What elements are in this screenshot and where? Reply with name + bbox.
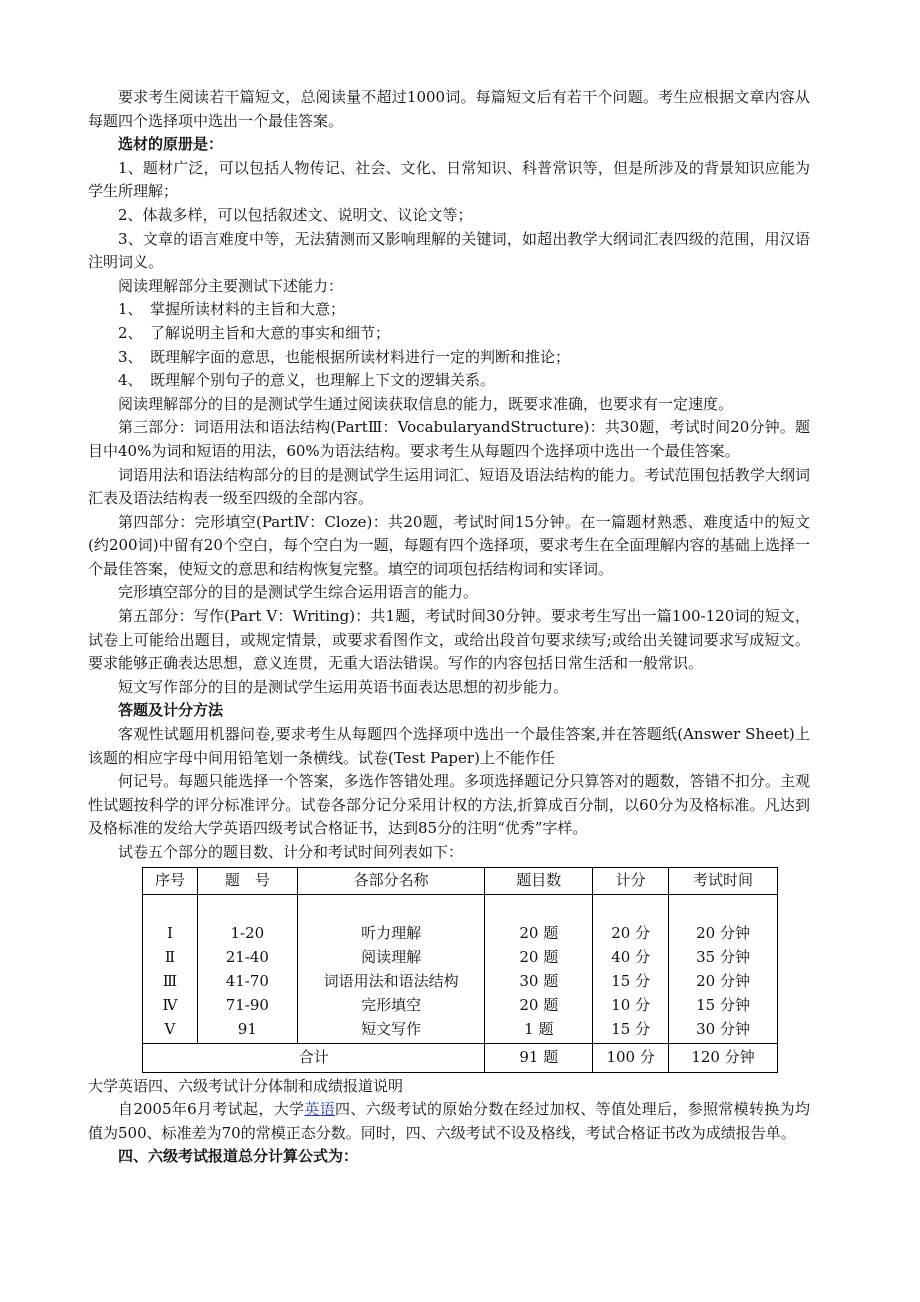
paragraph: 阅读理解部分的目的是测试学生通过阅读获取信息的能力，既要求准确，也要求有一定速度。 <box>118 394 734 413</box>
header-cell: 计分 <box>593 867 669 894</box>
paragraph: 客观性试题用机器问卷,要求考生从每题四个选择项中选出一个最佳答案,并在答题纸(Answer Sheet)上该题的相应字母中间用铅笔划一条横线。试卷(Test Paper)上不能作任 <box>88 725 810 767</box>
total-score: 100 分 <box>593 1043 669 1072</box>
section-heading: 选材的原册是： <box>118 135 224 154</box>
table-cell: 20 分钟 <box>696 923 750 942</box>
table-column-count <box>485 894 593 1043</box>
total-time: 120 分钟 <box>669 1043 778 1072</box>
header-cell: 题目数 <box>485 867 593 894</box>
table-cell: 短文写作 <box>361 1019 422 1038</box>
header-cell: 考试时间 <box>669 867 778 894</box>
table-cell: 1-20 <box>230 923 265 942</box>
table-cell: 阅读理解 <box>361 947 422 966</box>
table-cell: 71-90 <box>225 995 269 1014</box>
header-cell: 题 号 <box>197 867 297 894</box>
table-cell: 20 题 <box>519 995 559 1014</box>
table-cell: 20 题 <box>519 947 559 966</box>
header-cell: 序号 <box>143 867 198 894</box>
paragraph <box>88 1098 810 1145</box>
text-run: 四、六级考试的原始分数在经过加权、等值处理后，参照常模转换为均值为500、标准差为70的常模正态分数。同时，四、六级考试不设及格线，考试合格证书改为成绩报告单。 <box>88 1100 810 1142</box>
english-link[interactable]: 英语 <box>304 1100 336 1119</box>
score-table <box>142 867 778 1073</box>
paragraph: 第五部分：写作(Part Ⅴ：Writing)：共1题，考试时间30分钟。要求考生写出一篇100-120词的短文，试卷上可能给出题目，或规定情景，或要求看图作文，或给出段首句要求续写;或给出关键词要求写成短文。要求能够正确表达思想，意义连贯，无重大语法错误。写作的内容包括日常生活和一般常识。 <box>88 607 810 673</box>
total-count: 91 题 <box>485 1043 593 1072</box>
table-cell: 15 分 <box>611 1019 651 1038</box>
table-cell: 1 题 <box>524 1019 554 1038</box>
table-column-time <box>669 894 778 1043</box>
table-row <box>143 894 778 1043</box>
list-item: 1、 掌握所读材料的主旨和大意； <box>118 300 346 319</box>
paragraph: 第四部分：完形填空(PartⅣ：Cloze)：共20题，考试时间15分钟。在一篇题材熟悉、难度适中的短文(约200词)中留有20个空白，每个空白为一题，每题有四个选择项，要求考生在全面理解内容的基础上选择一个最佳答案，使短文的意思和结构恢复完整。填空的词项包括结构词和实译词。 <box>88 512 810 578</box>
table-cell: 20 分钟 <box>696 971 750 990</box>
paragraph: 1、题材广泛，可以包括人物传记、社会、文化、日常知识、科普常识等，但是所涉及的背景知识应能为学生所理解； <box>88 158 810 201</box>
paragraph: 2、体裁多样，可以包括叙述文、说明文、议论文等； <box>118 205 473 224</box>
table-cell: 15 分钟 <box>696 995 750 1014</box>
paragraph: 要求考生阅读若干篇短文，总阅读量不超过1000词。每篇短文后有若干个问题。考生应根据文章内容从每题四个选择项中选出一个最佳答案。 <box>88 88 810 130</box>
table-column-range <box>197 894 297 1043</box>
table-cell: 20 题 <box>519 923 559 942</box>
table-cell: Ⅴ <box>164 1019 176 1038</box>
table-cell: 30 题 <box>519 971 559 990</box>
table-column-score <box>593 894 669 1043</box>
total-label: 合计 <box>143 1043 485 1072</box>
table-cell: 20 分 <box>611 923 651 942</box>
list-item: 3、 既理解字面的意思，也能根据所读材料进行一定的判断和推论； <box>118 347 571 366</box>
paragraph: 试卷五个部分的题目数、计分和考试时间列表如下： <box>118 843 464 861</box>
list-item: 2、 了解说明主旨和大意的事实和细节； <box>118 323 391 342</box>
header-cell: 各部分名称 <box>297 867 485 894</box>
table-cell: 10 分 <box>611 995 651 1014</box>
section-title: 大学英语四、六级考试计分体制和成绩报道说明 <box>88 1076 404 1095</box>
paragraph: 完形填空部分的目的是测试学生综合运用语言的能力。 <box>118 583 479 602</box>
table-total-row <box>143 1043 778 1072</box>
list-item: 4、 既理解个别句子的意义，也理解上下文的逻辑关系。 <box>118 371 496 390</box>
table-cell: 35 分钟 <box>696 947 750 966</box>
table-header-row <box>143 867 778 894</box>
table-cell: 听力理解 <box>361 923 422 942</box>
table-cell: 30 分钟 <box>696 1019 750 1038</box>
document-body <box>88 86 810 1169</box>
paragraph: 词语用法和语法结构部分的目的是测试学生运用词汇、短语及语法结构的能力。考试范围包括教学大纲词汇表及语法结构表一级至四级的全部内容。 <box>88 465 810 508</box>
table-cell: Ⅲ <box>162 971 178 990</box>
formula-heading: 四、六级考试报道总分计算公式为： <box>118 1147 359 1166</box>
table-cell: 词语用法和语法结构 <box>323 971 459 990</box>
paragraph: 阅读理解部分主要测试下述能力： <box>118 276 344 295</box>
table-cell: 91 <box>237 1019 257 1038</box>
table-cell: Ⅱ <box>164 947 176 966</box>
table-cell: 21-40 <box>225 947 269 966</box>
paragraph: 3、文章的语言难度中等，无法猜测而又影响理解的关键词，如超出教学大纲词汇表四级的范围，用汉语注明词义。 <box>88 229 810 272</box>
table-cell: 完形填空 <box>361 995 422 1014</box>
table-column-name <box>297 894 485 1043</box>
table-cell: Ⅳ <box>162 995 178 1014</box>
table-column-index <box>143 894 198 1043</box>
table-cell: 41-70 <box>225 971 269 990</box>
table-cell: Ⅰ <box>166 923 173 942</box>
paragraph: 何记号。每题只能选择一个答案，多选作答错处理。多项选择题记分只算答对的题数，答错不扣分。主观性试题按科学的评分标准评分。试卷各部分记分采用计权的方法,折算成百分制，以60分为及格标准。凡达到及格标准的发给大学英语四级考试合格证书，达到85分的注明“优秀”字样。 <box>88 772 810 838</box>
table-cell: 15 分 <box>611 971 651 990</box>
paragraph: 短文写作部分的目的是测试学生运用英语书面表达思想的初步能力。 <box>118 677 569 696</box>
text-run: 自2005年6月考试起，大学 <box>118 1100 305 1119</box>
section-heading: 答题及计分方法 <box>118 701 224 720</box>
paragraph: 第三部分：词语用法和语法结构(PartⅢ：VocabularyandStructure)：共30题，考试时间20分钟。题目中40%为词和短语的用法，60%为语法结构。要求考生从每题四个选择项中选出一个最佳答案。 <box>88 418 810 460</box>
table-cell: 40 分 <box>611 947 651 966</box>
